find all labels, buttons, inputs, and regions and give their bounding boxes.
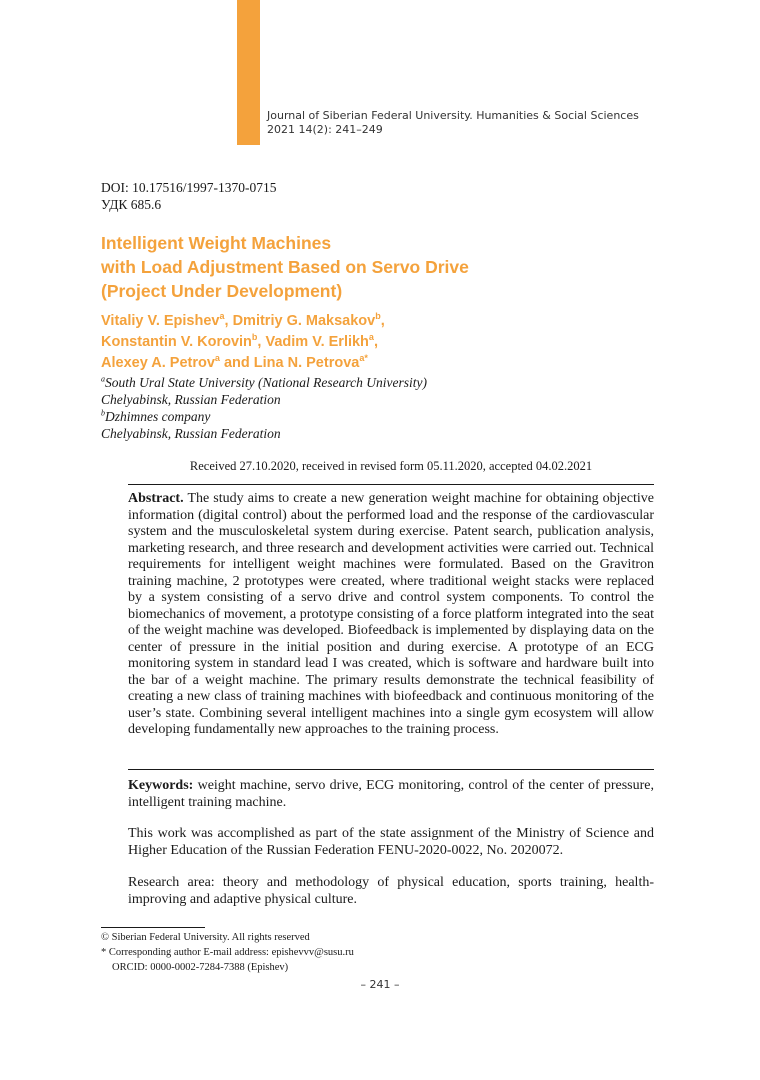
abstract-bottom-rule (128, 769, 654, 770)
affiliation-line (101, 425, 601, 442)
copyright-note: © Siberian Federal University. All rights reserved (101, 932, 310, 943)
author-affiliation-mark: a (219, 311, 225, 322)
doi-text: DOI: 10.17516/1997-1370-0715 (101, 180, 277, 195)
page-number: – 241 – (360, 978, 400, 991)
author-name: Konstantin V. Korovin (101, 334, 252, 350)
received-dates: Received 27.10.2020, received in revised form 05.11.2020, accepted 04.02.2021 (189, 459, 593, 473)
affiliation-name: Chelyabinsk, Russian Federation (101, 392, 281, 407)
author-name: Vadim V. Erlikh (265, 334, 369, 350)
abstract-top-rule (128, 484, 654, 485)
author-name: Vitaliy V. Epishev (101, 313, 220, 329)
affiliation-mark: a (101, 374, 105, 384)
funding-statement: This work was accomplished as part of the state assignment of the Ministry of Science and Higher Education of the Russian Federation FENU-2020-0022, No. 2020072. (128, 826, 654, 858)
author-separator: and (219, 355, 254, 371)
author-name: Alexey A. Petrov (101, 355, 215, 371)
author-separator: , (380, 313, 385, 329)
footnote-rule (101, 927, 205, 928)
keywords-text: weight machine, servo drive, ECG monitoring, control of the center of pressure, intelligent training machine. (128, 778, 655, 810)
affiliations (101, 374, 601, 442)
author-separator: , (257, 334, 266, 350)
journal-name: Journal of Siberian Federal University. Humanities & Social Sciences (267, 109, 639, 122)
affiliation-name: South Ural State University (National Research University) (105, 375, 427, 390)
affiliation-line (101, 374, 601, 391)
article-title (101, 231, 621, 303)
author-separator: , (373, 334, 378, 350)
orcid-note: ORCID: 0000-0002-7284-7388 (Epishev) (112, 962, 289, 973)
author-line (101, 332, 641, 353)
author-affiliation-mark: b (251, 332, 258, 343)
udk-text: УДК 685.6 (101, 197, 162, 212)
author-affiliation-mark: a (214, 353, 220, 364)
journal-accent-bar (237, 0, 260, 145)
affiliation-mark: b (101, 408, 105, 418)
author-affiliation-mark: a (368, 332, 374, 343)
author-line (101, 311, 641, 332)
footnotes (101, 930, 621, 975)
author-list (101, 311, 641, 374)
author-affiliation-mark: b (375, 311, 381, 322)
title-line: with Load Adjustment Based on Servo Drive (101, 257, 469, 277)
author-line (101, 353, 641, 374)
research-area: Research area: theory and methodology of physical education, sports training, health-improving and adaptive physical culture. (128, 875, 654, 907)
title-line: (Project Under Development) (101, 281, 343, 301)
author-affiliation-mark: a* (359, 353, 368, 364)
identifiers (101, 179, 277, 213)
title-line: Intelligent Weight Machines (101, 233, 332, 253)
journal-issue: 2021 14(2): 241–249 (267, 123, 383, 136)
author-separator: , (224, 313, 233, 329)
journal-header (267, 109, 687, 137)
affiliation-name: Dzhimnes company (105, 409, 211, 424)
author-name: Lina N. Petrova (253, 355, 360, 371)
keywords (128, 778, 654, 811)
abstract-label: Abstract. (128, 491, 184, 506)
abstract (128, 491, 654, 739)
keywords-label: Keywords: (128, 778, 194, 793)
abstract-text: The study aims to create a new generation weight machine for obtaining objective information (digital control) about the performed load and the response of the cardiovascular system and the musculoskeletal system during exercise. Patent search, publication analysis, marketing research, and three research and development activities were carried out. Technical requirements for intelligent weight machines were formulated. Based on the Gravitron training machine, 2 prototypes were created, where traditional weight stacks were replaced by a system consisting of a servo drive and control system components. To control the biomechanics of movement, a prototype consisting of a force platform integrated into the seat of the weight machine was developed. Biofeedback is implemented by displaying data on the center of pressure in the initial position and during exercise. A prototype of an ECG monitoring system in standard lead I was created, which is software and hardware built into the bar of a weight machine. The primary results demonstrate the technical feasibility of creating a new class of training machines with biofeedback and continuous monitoring of the user’s state. Combining several intelligent machines into a single gym ecosystem will allow developing fundamentally new approaches to the training process. (128, 491, 654, 737)
affiliation-line (101, 408, 601, 425)
affiliation-name: Chelyabinsk, Russian Federation (101, 426, 281, 441)
author-name: Dmitriy G. Maksakov (232, 313, 376, 329)
affiliation-line (101, 391, 601, 408)
corresponding-author-note: * Corresponding author E-mail address: epishevvv@susu.ru (101, 947, 354, 958)
